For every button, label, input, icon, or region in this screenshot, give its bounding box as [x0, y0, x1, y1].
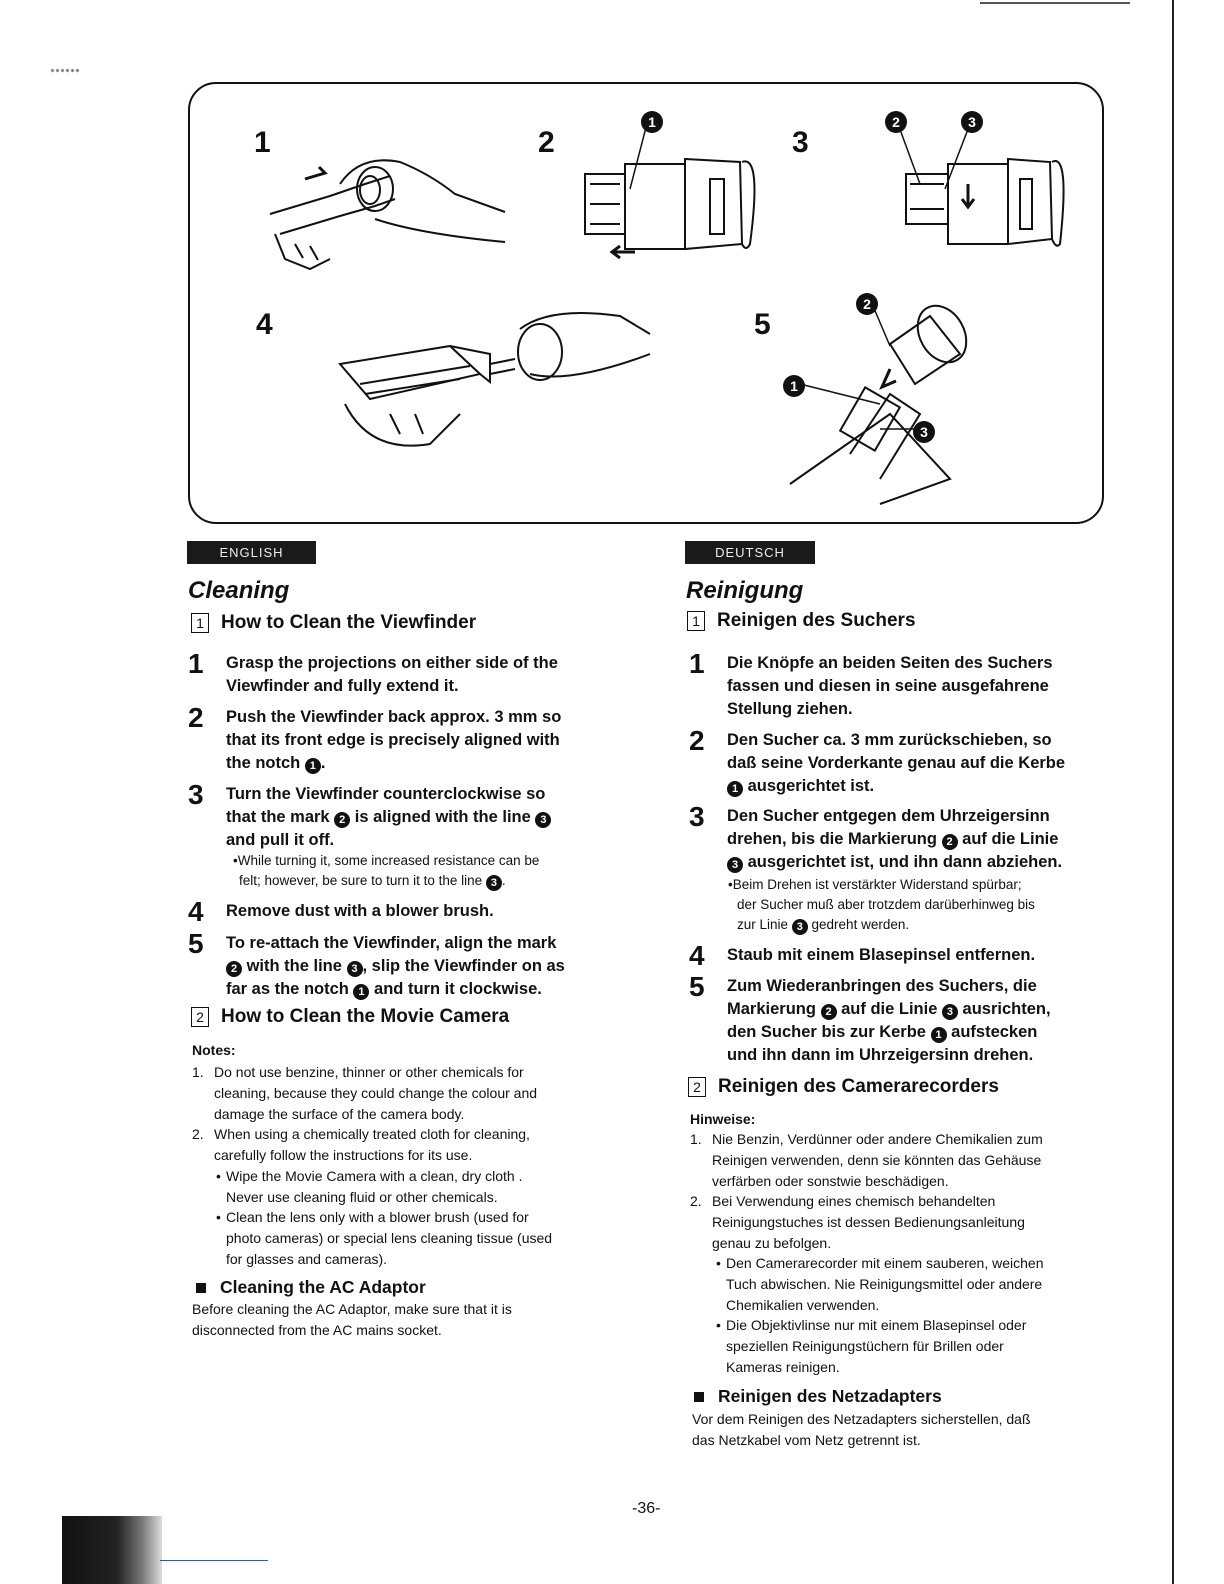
marker-2: 2 — [892, 114, 900, 130]
deutsch-step-5 — [689, 971, 1051, 1067]
marker-3-icon: 3 — [486, 875, 502, 891]
step-text: To re-attach the Viewfinder, align the mark — [226, 934, 557, 952]
english-subnote-1: • Wipe the Movie Camera with a clean, dry cloth . Never use cleaning fluid or other chemicals. — [216, 1166, 522, 1208]
marker-2b: 2 — [863, 296, 871, 312]
section-title: How to Clean the Movie Camera — [221, 1006, 510, 1027]
section-number-box: 1 — [191, 613, 209, 633]
note-text: Reinigen verwenden, denn sie könnten das Gehäuse — [712, 1152, 1042, 1168]
step-text: the notch — [226, 754, 305, 772]
english-adaptor-heading — [192, 1277, 426, 1298]
section-number-box: 1 — [687, 611, 705, 631]
section-number-box: 2 — [688, 1077, 706, 1097]
section-number-box: 2 — [191, 1007, 209, 1027]
note-text: Kameras reinigen. — [726, 1359, 840, 1375]
english-step3-note: •While turning it, some increased resistance can be felt; however, be sure to turn it to the line 3 . — [233, 853, 540, 889]
note-text: carefully follow the instructions for its use. — [214, 1147, 473, 1163]
deutsch-step3-note: •Beim Drehen ist verstärkter Widerstand spürbar; der Sucher muß aber trotzdem darüberhinweg bis zur Linie 3 gedreht werden. — [728, 877, 1035, 933]
step-number: 1 — [188, 648, 204, 679]
deutsch-title: Reinigung — [686, 577, 804, 604]
note-number: 2. — [690, 1193, 702, 1209]
note-text: Clean the lens only with a blower brush (used for — [226, 1209, 529, 1225]
deutsch-subnote-1: • Den Camerarecorder mit einem sauberen, weichen Tuch abwischen. Nie Reinigungsmittel oder andere Chemikalien verwenden. — [716, 1253, 1043, 1316]
square-bullet-icon — [694, 1392, 704, 1402]
marker-1-icon: 1 — [931, 1027, 947, 1043]
step-number: 3 — [188, 779, 204, 810]
note-text: When using a chemically treated cloth for cleaning, — [214, 1126, 530, 1142]
step-text: far as the notch — [226, 980, 354, 998]
adaptor-text: das Netzkabel vom Netz getrennt ist. — [692, 1432, 921, 1448]
marker-2-icon: 2 — [821, 1004, 837, 1020]
note-text: verfärben oder sonstwie beschädigen. — [712, 1173, 949, 1189]
step-text: auf die Linie — [957, 830, 1059, 848]
adaptor-text: disconnected from the AC mains socket. — [192, 1322, 442, 1338]
deutsch-notes-label: Hinweise: — [690, 1111, 756, 1127]
note-number: 2. — [192, 1126, 204, 1142]
marker-1-icon: 1 — [727, 781, 743, 797]
deutsch-note-2 — [690, 1191, 1025, 1254]
step-text: Den Sucher entgegen dem Uhrzeigersinn — [727, 807, 1050, 825]
step-text: auf die Linie — [836, 1000, 942, 1018]
adaptor-title: Cleaning the AC Adaptor — [220, 1277, 426, 1297]
note-text: Never use cleaning fluid or other chemicals. — [226, 1189, 498, 1205]
adaptor-text: Vor dem Reinigen des Netzadapters sicherstellen, daß — [692, 1411, 1031, 1427]
note-text: . — [501, 873, 506, 888]
note-text: cleaning, because they could change the colour and — [214, 1085, 538, 1101]
step-text: ausrichten, — [957, 1000, 1051, 1018]
deutsch-adaptor-text — [692, 1409, 1031, 1451]
step-number: 2 — [689, 725, 705, 756]
deutsch-section2-heading — [688, 1076, 999, 1098]
step-text: Die Knöpfe an beiden Seiten des Suchers — [727, 654, 1053, 672]
step-text: that its front edge is precisely aligned with — [226, 731, 560, 749]
note-text: Die Objektivlinse nur mit einem Blasepinsel oder — [726, 1317, 1027, 1333]
illustration-step-5-label: 5 — [754, 308, 771, 341]
english-step-2 — [188, 702, 562, 775]
note-text: While turning it, some increased resistance can be — [237, 853, 540, 868]
step-text: und ihn dann im Uhrzeigersinn drehen. — [727, 1046, 1034, 1064]
section-title: How to Clean the Viewfinder — [221, 612, 477, 633]
step-text: ausgerichtet ist, und ihn dann abziehen. — [743, 853, 1063, 871]
top-rule — [980, 2, 1130, 4]
deutsch-subnote-2: • Die Objektivlinse nur mit einem Blasepinsel oder speziellen Reinigungstüchern für Brillen oder Kameras reinigen. — [716, 1315, 1026, 1378]
deutsch-step-4 — [689, 940, 1036, 971]
marker-1b: 1 — [790, 378, 798, 394]
english-section1-heading — [191, 612, 476, 634]
marker-3b: 3 — [920, 424, 928, 440]
step-text: den Sucher bis zur Kerbe — [727, 1023, 931, 1041]
step-text: aufstecken — [946, 1023, 1038, 1041]
note-text: felt; however, be sure to turn it to the line — [239, 873, 486, 888]
illustration-step1 — [270, 160, 505, 269]
scan-speck — [50, 68, 80, 74]
adaptor-text: Before cleaning the AC Adaptor, make sure that it is — [192, 1301, 512, 1317]
marker-2-icon: 2 — [334, 812, 350, 828]
english-note-1 — [192, 1062, 537, 1125]
step-text: Viewfinder and fully extend it. — [226, 677, 459, 695]
note-text: speziellen Reinigungstüchern für Brillen oder — [726, 1338, 1004, 1354]
step-text: drehen, bis die Markierung — [727, 830, 942, 848]
note-number: 1. — [690, 1131, 702, 1147]
step-text: , slip the Viewfinder on as — [362, 957, 565, 975]
english-section2-heading — [191, 1006, 509, 1028]
illustration-step2 — [585, 112, 755, 258]
step-text: Den Sucher ca. 3 mm zurückschieben, so — [727, 731, 1052, 749]
deutsch-step-2 — [689, 725, 1066, 798]
note-text: gedreht werden. — [807, 917, 910, 932]
step-number: 4 — [689, 940, 705, 971]
illustration-step-4-label: 4 — [256, 308, 273, 341]
note-text: damage the surface of the camera body. — [214, 1106, 465, 1122]
step-text: Stellung ziehen. — [727, 700, 853, 718]
square-bullet-icon — [196, 1283, 206, 1293]
note-number: 1. — [192, 1064, 204, 1080]
step-text: Markierung — [727, 1000, 821, 1018]
english-note-2 — [192, 1124, 530, 1166]
section-title: Reinigen des Camerarecorders — [718, 1076, 999, 1097]
illustration-step-3-label: 3 — [792, 126, 809, 159]
deutsch-step-3 — [689, 801, 1063, 874]
step-text: Grasp the projections on either side of the — [226, 654, 558, 672]
marker-2-icon: 2 — [226, 961, 242, 977]
english-notes-label: Notes: — [192, 1042, 236, 1058]
marker-1-icon: 1 — [353, 984, 369, 1000]
marker-3-icon: 3 — [535, 812, 551, 828]
note-text: genau zu befolgen. — [712, 1235, 832, 1251]
marker-2-icon: 2 — [942, 834, 958, 850]
english-step-1 — [188, 648, 558, 698]
note-text: zur Linie — [737, 917, 792, 932]
marker-3: 3 — [968, 114, 976, 130]
step-text: and turn it clockwise. — [369, 980, 542, 998]
note-text: Reinigungstuches ist dessen Bedienungsanleitung — [712, 1214, 1025, 1230]
marker-3-icon: 3 — [792, 919, 808, 935]
step-number: 5 — [689, 971, 705, 1002]
note-text: Do not use benzine, thinner or other chemicals for — [214, 1064, 524, 1080]
step-text: with the line — [242, 957, 347, 975]
marker-1-icon: 1 — [305, 758, 321, 774]
marker-3-icon: 3 — [727, 857, 743, 873]
viewfinder-illustrations — [190, 84, 1102, 522]
note-text: Den Camerarecorder mit einem sauberen, weichen — [726, 1255, 1044, 1271]
illustration-step4 — [340, 313, 650, 446]
english-subnote-2: • Clean the lens only with a blower brush (used for photo cameras) or special lens cleaning tissue (used for glasses and cameras). — [216, 1207, 552, 1270]
marker-3-icon: 3 — [347, 961, 363, 977]
step-text: that the mark — [226, 808, 335, 826]
deutsch-step-1 — [689, 648, 1053, 721]
step-text: Zum Wiederanbringen des Suchers, die — [727, 977, 1037, 995]
step-text: ausgerichtet ist. — [743, 777, 875, 795]
step-number: 2 — [188, 702, 204, 733]
step-text: Staub mit einem Blasepinsel entfernen. — [727, 946, 1036, 964]
illustration-panel — [188, 82, 1104, 524]
illustration-step5 — [790, 297, 976, 504]
step-text: Turn the Viewfinder counterclockwise so — [226, 785, 546, 803]
marker-3-icon: 3 — [942, 1004, 958, 1020]
english-adaptor-text — [192, 1299, 512, 1341]
note-text: photo cameras) or special lens cleaning tissue (used — [226, 1230, 553, 1246]
deutsch-section1-heading — [687, 610, 916, 632]
step-number: 3 — [689, 801, 705, 832]
note-text: Chemikalien verwenden. — [726, 1297, 880, 1313]
note-text: Tuch abwischen. Nie Reinigungsmittel oder andere — [726, 1276, 1043, 1292]
step-text: Remove dust with a blower brush. — [226, 902, 494, 920]
step-text: and pull it off. — [226, 831, 335, 849]
section-title: Reinigen des Suchers — [717, 610, 916, 631]
illustration-step-2-label: 2 — [538, 126, 555, 159]
english-step-5 — [188, 928, 565, 1001]
deutsch-adaptor-heading — [690, 1386, 942, 1407]
marker-1: 1 — [648, 114, 656, 130]
step-text: . — [320, 754, 326, 772]
scan-artifact — [62, 1516, 162, 1584]
illustration-step-1-label: 1 — [254, 126, 271, 159]
language-badge-english: ENGLISH — [187, 541, 316, 564]
language-badge-deutsch: DEUTSCH — [685, 541, 815, 564]
page-edge — [1172, 0, 1174, 1584]
deutsch-note-1 — [690, 1129, 1043, 1192]
step-text: Push the Viewfinder back approx. 3 mm so — [226, 708, 562, 726]
note-text: Wipe the Movie Camera with a clean, dry cloth . — [226, 1168, 523, 1184]
step-text: is aligned with the line — [350, 808, 536, 826]
step-number: 5 — [188, 928, 204, 959]
step-number: 1 — [689, 648, 705, 679]
english-step-3 — [188, 779, 551, 852]
english-step-4 — [188, 896, 494, 927]
step-number: 4 — [188, 896, 204, 927]
note-text: for glasses and cameras). — [226, 1251, 388, 1267]
note-text: der Sucher muß aber trotzdem darüberhinweg bis — [737, 897, 1035, 912]
english-title: Cleaning — [188, 577, 290, 604]
note-text: Beim Drehen ist verstärkter Widerstand spürbar; — [732, 877, 1022, 892]
illustration-step3 — [898, 124, 1064, 246]
page-number: -36- — [632, 1500, 661, 1517]
scan-line — [160, 1560, 268, 1561]
note-text: Nie Benzin, Verdünner oder andere Chemikalien zum — [712, 1131, 1043, 1147]
adaptor-title: Reinigen des Netzadapters — [718, 1386, 942, 1406]
step-text: daß seine Vorderkante genau auf die Kerbe — [727, 754, 1066, 772]
step-text: fassen und diesen in seine ausgefahrene — [727, 677, 1049, 695]
note-text: Bei Verwendung eines chemisch behandelten — [712, 1193, 996, 1209]
